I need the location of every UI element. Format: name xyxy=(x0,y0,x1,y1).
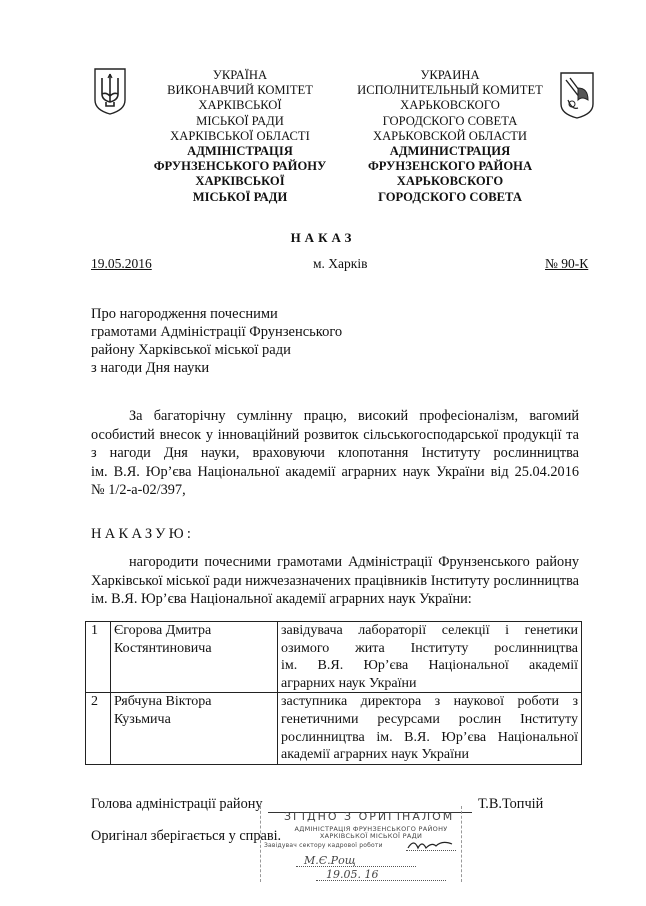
stamp-position: Завідувач сектору кадрової роботи xyxy=(264,842,383,849)
stamp-heading: ЗГІДНО З ОРИГІНАЛОМ xyxy=(284,810,455,823)
header-line: ГОРОДСКОГО СОВЕТА xyxy=(382,113,518,128)
signatory-title: Голова адміністрації району xyxy=(91,796,263,812)
subject-line: Про нагородження почесними xyxy=(91,306,278,322)
header-line: АДМІНІСТРАЦІЯ xyxy=(187,144,293,159)
header-line: ХАРКІВСЬКОЇ xyxy=(198,98,282,113)
header-line: ГОРОДСКОГО СОВЕТА xyxy=(378,189,522,204)
order-date: 19.05.2016 xyxy=(91,256,152,271)
header-line: УКРАИНА xyxy=(420,68,480,82)
preamble-line: № 1/2-а-02/397, xyxy=(91,482,186,499)
subject-line: грамотами Адміністрації Фрунзенського xyxy=(91,324,343,340)
header-line: ХАРЬКОВСКОЙ ОБЛАСТИ xyxy=(372,128,528,143)
position-line: озимого жита Інституту рослинництва xyxy=(281,640,578,656)
handwritten-signature-icon xyxy=(406,836,456,854)
header-left-ukrainian xyxy=(150,68,330,205)
name-line: Рябчуна Віктора xyxy=(114,694,212,710)
name-line: Кузьмича xyxy=(114,711,171,727)
awardee-name xyxy=(111,693,278,764)
preamble-line: За багаторічну сумлінну працю, високий професіоналізм, вагомий xyxy=(129,408,579,424)
position-line: рослинництва ім. В.Я. Юр’єва Національної xyxy=(281,729,578,745)
row-number: 2 xyxy=(86,693,111,764)
decision-line: Харківської міської ради нижчезазначених працівників Інституту рослинництва xyxy=(91,572,579,589)
stamp-org-line: ХАРКІВСЬКОЇ МІСЬКОЇ РАДИ xyxy=(319,832,423,840)
stamp-handwritten-date: 19.05. 16 xyxy=(326,868,379,881)
preamble-paragraph xyxy=(91,407,579,500)
decision-paragraph xyxy=(91,553,579,609)
awardee-position xyxy=(278,622,582,693)
row-number: 1 xyxy=(86,622,111,693)
header-line: ХАРКІВСЬКОЇ xyxy=(195,174,285,189)
table-row xyxy=(86,693,582,764)
subject-line: з нагоди Дня науки xyxy=(91,360,210,376)
awardees-table xyxy=(85,621,582,765)
header-line: УКРАЇНА xyxy=(212,68,268,82)
header-line: ХАРКІВСЬКОЇ ОБЛАСТІ xyxy=(170,128,310,143)
header-line: ФРУНЗЕНСЬКОГО РАЙОНУ xyxy=(153,159,327,174)
name-line: Єгорова Дмитра xyxy=(114,623,212,638)
original-note: Оригінал зберігається у справі. xyxy=(91,828,282,844)
order-subject xyxy=(91,305,342,377)
awardee-name xyxy=(111,622,278,693)
certification-stamp xyxy=(256,806,464,884)
position-line: аграрних наук України xyxy=(281,675,417,691)
awardee-position xyxy=(278,693,582,764)
order-title: НАКАЗ xyxy=(290,230,356,245)
header-line: АДМИНИСТРАЦИЯ xyxy=(389,144,511,159)
stamp-name-line xyxy=(296,866,416,867)
preamble-line: ім. В.Я. Юр’єва Національної академії аграрних наук України від 25.04.2016 xyxy=(91,463,579,480)
stamp-date-line xyxy=(316,880,446,881)
header-line: МІСЬКОЇ РАДИ xyxy=(192,189,288,204)
header-line: ХАРЬКОВСКОГО xyxy=(400,98,500,113)
header-line: ИСПОЛНИТЕЛЬНЫЙ КОМИТЕТ xyxy=(357,83,543,98)
header-line: ФРУНЗЕНСКОГО РАЙОНА xyxy=(367,159,533,174)
position-line: академії аграрних наук України xyxy=(281,747,470,763)
position-line: завідувача лабораторії селекції і генетики xyxy=(281,623,578,638)
decision-line: ім. В.Я. Юр’єва Національної академії аграрних наук України: xyxy=(91,591,472,608)
header-line: ХАРЬКОВСКОГО xyxy=(396,174,504,189)
stamp-org-line: АДМІНІСТРАЦІЯ ФРУНЗЕНСЬКОГО РАЙОНУ xyxy=(294,825,448,833)
position-line: заступника директора з наукової роботи з xyxy=(281,694,578,710)
trident-coat-of-arms-icon xyxy=(92,66,128,116)
preamble-line: з нагоди Дня науки, враховуючи клопотання Інституту рослинництва xyxy=(91,445,579,462)
position-line: генетичними ресурсами рослин Інституту xyxy=(281,711,578,727)
decision-line: нагородити почесними грамотами Адміністрації Фрунзенського району xyxy=(129,554,579,570)
header-line: МІСЬКОЇ РАДИ xyxy=(196,113,284,128)
position-line: ім. В.Я. Юр’єва Національної академії xyxy=(281,658,578,674)
kharkiv-city-coat-of-arms-icon xyxy=(558,70,596,120)
stamp-handwritten-name: М.Є.Рощ xyxy=(304,854,356,867)
header-line: ВИКОНАВЧИЙ КОМІТЕТ xyxy=(167,83,313,98)
table-row xyxy=(86,622,582,693)
order-city: м. Харків xyxy=(313,256,368,271)
preamble-line: особистий внесок у інноваційний розвиток сільськогосподарської продукції та xyxy=(91,426,579,443)
name-line: Костянтиновича xyxy=(114,640,212,656)
order-word: НАКАЗУЮ: xyxy=(91,526,195,542)
subject-line: району Харківської міської ради xyxy=(91,342,291,358)
order-number: № 90-К xyxy=(545,256,589,271)
header-right-russian xyxy=(350,68,550,205)
signatory-name: Т.В.Топчій xyxy=(478,796,544,812)
